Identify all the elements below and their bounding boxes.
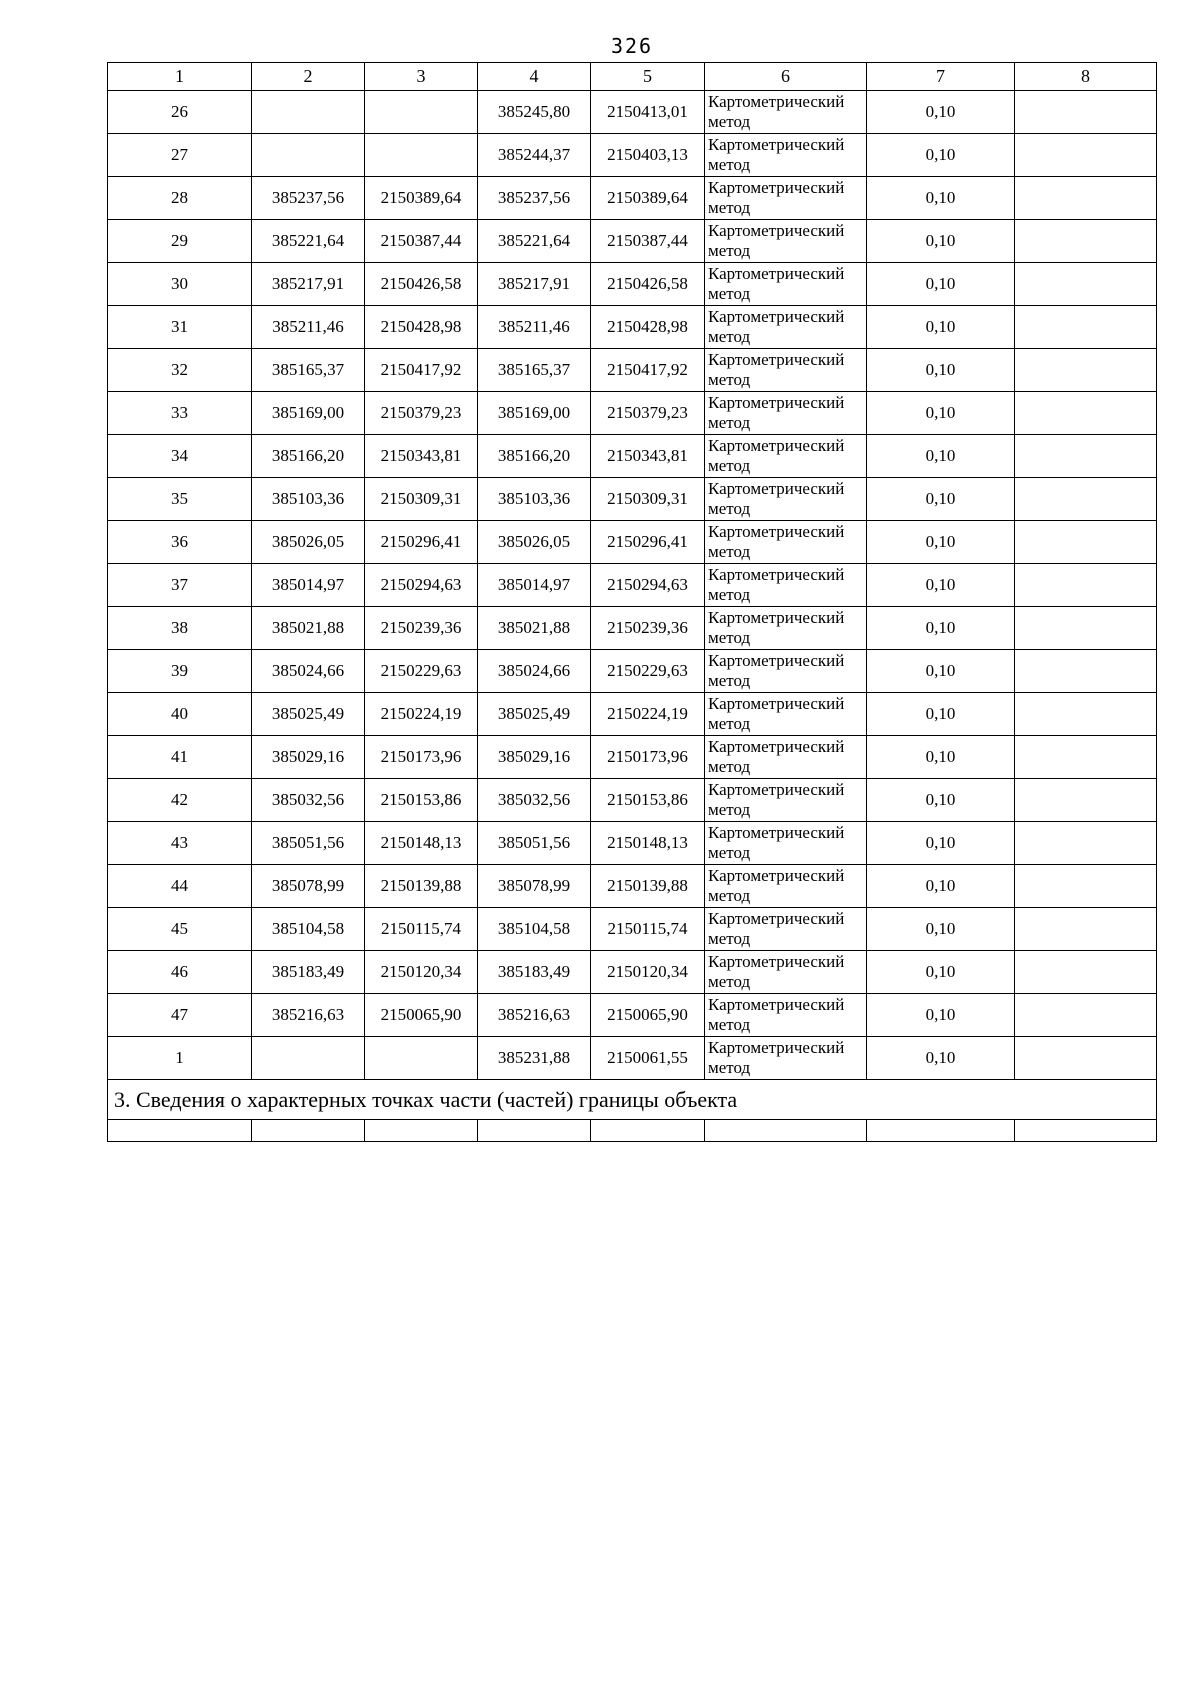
- description-cell: [1015, 908, 1157, 951]
- table-row: [108, 91, 1157, 134]
- table-row: [108, 865, 1157, 908]
- coordinate-cell: 2150387,44: [591, 220, 705, 263]
- description-cell: [1015, 349, 1157, 392]
- method-line-1: Картометрический: [708, 780, 845, 799]
- column-header: 8: [1015, 63, 1157, 91]
- method-line-2: метод: [708, 972, 751, 991]
- description-cell: [1015, 736, 1157, 779]
- accuracy-cell: 0,10: [867, 177, 1015, 220]
- coordinate-cell: 385183,49: [478, 951, 591, 994]
- coordinate-cell: 2150309,31: [365, 478, 478, 521]
- method-line-2: метод: [708, 198, 751, 217]
- coordinate-cell: 2150239,36: [365, 607, 478, 650]
- empty-cell: [252, 1120, 365, 1142]
- empty-cell: [705, 1120, 867, 1142]
- coordinate-cell: 385024,66: [252, 650, 365, 693]
- coordinate-cell: 2150403,13: [591, 134, 705, 177]
- accuracy-cell: 0,10: [867, 779, 1015, 822]
- accuracy-cell: 0,10: [867, 650, 1015, 693]
- coordinate-cell: 2150413,01: [591, 91, 705, 134]
- method-cell: [705, 865, 867, 908]
- description-cell: [1015, 521, 1157, 564]
- point-number-cell: 41: [108, 736, 252, 779]
- coordinate-cell: 2150389,64: [591, 177, 705, 220]
- coordinate-cell: 385014,97: [252, 564, 365, 607]
- accuracy-cell: 0,10: [867, 736, 1015, 779]
- method-cell: [705, 91, 867, 134]
- coordinate-cell: 2150426,58: [365, 263, 478, 306]
- description-cell: [1015, 607, 1157, 650]
- column-header: 3: [365, 63, 478, 91]
- method-line-2: метод: [708, 929, 751, 948]
- description-cell: [1015, 478, 1157, 521]
- table-row: [108, 951, 1157, 994]
- method-cell: [705, 349, 867, 392]
- empty-row: [108, 1120, 1157, 1142]
- accuracy-cell: 0,10: [867, 865, 1015, 908]
- coordinate-cell: 385165,37: [478, 349, 591, 392]
- coordinate-cell: 385165,37: [252, 349, 365, 392]
- description-cell: [1015, 1037, 1157, 1080]
- method-line-2: метод: [708, 413, 751, 432]
- column-header: 2: [252, 63, 365, 91]
- accuracy-cell: 0,10: [867, 91, 1015, 134]
- accuracy-cell: 0,10: [867, 220, 1015, 263]
- description-cell: [1015, 220, 1157, 263]
- coordinate-cell: 385221,64: [252, 220, 365, 263]
- point-number-cell: 31: [108, 306, 252, 349]
- description-cell: [1015, 951, 1157, 994]
- coordinate-cell: 2150343,81: [365, 435, 478, 478]
- method-cell: [705, 392, 867, 435]
- method-line-1: Картометрический: [708, 522, 845, 541]
- coordinate-cell: 2150153,86: [591, 779, 705, 822]
- coordinate-cell: 385032,56: [478, 779, 591, 822]
- table-row: [108, 607, 1157, 650]
- method-line-2: метод: [708, 499, 751, 518]
- coordinate-cell: 385166,20: [478, 435, 591, 478]
- description-cell: [1015, 263, 1157, 306]
- coordinate-cell: 2150120,34: [591, 951, 705, 994]
- method-line-2: метод: [708, 757, 751, 776]
- column-header: 7: [867, 63, 1015, 91]
- description-cell: [1015, 693, 1157, 736]
- method-cell: [705, 650, 867, 693]
- table-row: [108, 220, 1157, 263]
- coordinate-cell: 385029,16: [252, 736, 365, 779]
- column-header: 1: [108, 63, 252, 91]
- description-cell: [1015, 91, 1157, 134]
- accuracy-cell: 0,10: [867, 951, 1015, 994]
- method-cell: [705, 521, 867, 564]
- method-line-1: Картометрический: [708, 350, 845, 369]
- coordinate-cell: 2150428,98: [591, 306, 705, 349]
- accuracy-cell: 0,10: [867, 478, 1015, 521]
- table-row: [108, 349, 1157, 392]
- method-cell: [705, 177, 867, 220]
- coordinate-cell: 385029,16: [478, 736, 591, 779]
- coordinate-cell: 385103,36: [252, 478, 365, 521]
- method-cell: [705, 779, 867, 822]
- method-line-1: Картометрический: [708, 866, 845, 885]
- method-cell: [705, 435, 867, 478]
- method-cell: [705, 478, 867, 521]
- section-title: 3. Сведения о характерных точках части (частей) границы объекта: [108, 1080, 1157, 1120]
- description-cell: [1015, 994, 1157, 1037]
- coordinates-table: [107, 62, 1157, 1142]
- coordinate-cell: 385231,88: [478, 1037, 591, 1080]
- method-line-1: Картометрический: [708, 479, 845, 498]
- coordinate-cell: 2150296,41: [365, 521, 478, 564]
- column-number-header-row: [108, 63, 1157, 91]
- point-number-cell: 40: [108, 693, 252, 736]
- coordinate-cell: [365, 1037, 478, 1080]
- point-number-cell: 1: [108, 1037, 252, 1080]
- table-row: [108, 908, 1157, 951]
- method-line-2: метод: [708, 1015, 751, 1034]
- coordinate-cell: 385244,37: [478, 134, 591, 177]
- method-cell: [705, 736, 867, 779]
- description-cell: [1015, 779, 1157, 822]
- table-row: [108, 521, 1157, 564]
- coordinate-cell: 385032,56: [252, 779, 365, 822]
- method-line-2: метод: [708, 1058, 751, 1077]
- coordinate-cell: 2150379,23: [365, 392, 478, 435]
- coordinate-cell: 2150428,98: [365, 306, 478, 349]
- method-cell: [705, 951, 867, 994]
- method-line-1: Картометрический: [708, 393, 845, 412]
- method-line-1: Картометрический: [708, 694, 845, 713]
- coordinate-cell: [252, 134, 365, 177]
- coordinate-cell: 2150061,55: [591, 1037, 705, 1080]
- table-row: [108, 177, 1157, 220]
- table-row: [108, 650, 1157, 693]
- coordinate-cell: 385216,63: [252, 994, 365, 1037]
- description-cell: [1015, 177, 1157, 220]
- description-cell: [1015, 392, 1157, 435]
- table-row: [108, 779, 1157, 822]
- method-line-2: метод: [708, 327, 751, 346]
- method-line-2: метод: [708, 542, 751, 561]
- coordinate-cell: 2150224,19: [365, 693, 478, 736]
- accuracy-cell: 0,10: [867, 521, 1015, 564]
- coordinate-cell: 2150426,58: [591, 263, 705, 306]
- method-cell: [705, 994, 867, 1037]
- description-cell: [1015, 865, 1157, 908]
- point-number-cell: 30: [108, 263, 252, 306]
- accuracy-cell: 0,10: [867, 607, 1015, 650]
- coordinate-cell: 2150417,92: [365, 349, 478, 392]
- method-line-1: Картометрический: [708, 952, 845, 971]
- coordinate-cell: 2150173,96: [365, 736, 478, 779]
- point-number-cell: 35: [108, 478, 252, 521]
- table-row: [108, 478, 1157, 521]
- coordinate-cell: 385221,64: [478, 220, 591, 263]
- accuracy-cell: 0,10: [867, 822, 1015, 865]
- coordinate-cell: 2150065,90: [365, 994, 478, 1037]
- accuracy-cell: 0,10: [867, 908, 1015, 951]
- coordinate-cell: 2150065,90: [591, 994, 705, 1037]
- table-row: [108, 1037, 1157, 1080]
- method-line-2: метод: [708, 628, 751, 647]
- point-number-cell: 47: [108, 994, 252, 1037]
- coordinate-cell: [252, 1037, 365, 1080]
- column-header: 5: [591, 63, 705, 91]
- coordinate-cell: 385026,05: [478, 521, 591, 564]
- table-row: [108, 822, 1157, 865]
- accuracy-cell: 0,10: [867, 564, 1015, 607]
- coordinate-cell: 2150148,13: [365, 822, 478, 865]
- coordinate-cell: 2150148,13: [591, 822, 705, 865]
- description-cell: [1015, 564, 1157, 607]
- point-number-cell: 37: [108, 564, 252, 607]
- description-cell: [1015, 822, 1157, 865]
- coordinate-cell: 385237,56: [478, 177, 591, 220]
- coordinate-cell: 385169,00: [252, 392, 365, 435]
- point-number-cell: 44: [108, 865, 252, 908]
- point-number-cell: 39: [108, 650, 252, 693]
- method-line-2: метод: [708, 671, 751, 690]
- method-line-1: Картометрический: [708, 92, 845, 111]
- description-cell: [1015, 306, 1157, 349]
- point-number-cell: 28: [108, 177, 252, 220]
- coordinate-cell: 385021,88: [478, 607, 591, 650]
- coordinate-cell: 385078,99: [252, 865, 365, 908]
- coordinate-cell: 2150296,41: [591, 521, 705, 564]
- coordinate-cell: 2150139,88: [591, 865, 705, 908]
- method-line-1: Картометрический: [708, 436, 845, 455]
- method-line-2: метод: [708, 886, 751, 905]
- coordinate-cell: 385217,91: [252, 263, 365, 306]
- method-line-1: Картометрический: [708, 651, 845, 670]
- method-line-2: метод: [708, 241, 751, 260]
- coordinate-cell: 2150224,19: [591, 693, 705, 736]
- coordinate-cell: 2150343,81: [591, 435, 705, 478]
- coordinate-cell: 385237,56: [252, 177, 365, 220]
- point-number-cell: 45: [108, 908, 252, 951]
- coordinate-cell: 2150309,31: [591, 478, 705, 521]
- coordinate-cell: 385245,80: [478, 91, 591, 134]
- point-number-cell: 33: [108, 392, 252, 435]
- table-row: [108, 435, 1157, 478]
- table-row: [108, 392, 1157, 435]
- coordinate-cell: 2150229,63: [365, 650, 478, 693]
- accuracy-cell: 0,10: [867, 349, 1015, 392]
- coordinate-cell: 385025,49: [478, 693, 591, 736]
- method-cell: [705, 564, 867, 607]
- method-line-2: метод: [708, 155, 751, 174]
- coordinate-cell: 2150239,36: [591, 607, 705, 650]
- coordinate-cell: 385216,63: [478, 994, 591, 1037]
- table-row: [108, 134, 1157, 177]
- description-cell: [1015, 435, 1157, 478]
- coordinate-cell: 2150139,88: [365, 865, 478, 908]
- point-number-cell: 38: [108, 607, 252, 650]
- coordinate-cell: 2150115,74: [365, 908, 478, 951]
- table-row: [108, 263, 1157, 306]
- method-line-2: метод: [708, 456, 751, 475]
- coordinate-cell: 385078,99: [478, 865, 591, 908]
- coordinate-cell: 385211,46: [252, 306, 365, 349]
- coordinate-cell: 2150229,63: [591, 650, 705, 693]
- coordinate-cell: 2150120,34: [365, 951, 478, 994]
- empty-cell: [365, 1120, 478, 1142]
- method-line-1: Картометрический: [708, 565, 845, 584]
- coordinate-cell: 2150294,63: [591, 564, 705, 607]
- coordinate-cell: [365, 134, 478, 177]
- column-header: 6: [705, 63, 867, 91]
- method-cell: [705, 693, 867, 736]
- method-line-1: Картометрический: [708, 178, 845, 197]
- method-cell: [705, 306, 867, 349]
- coordinate-cell: 385051,56: [478, 822, 591, 865]
- coordinate-cell: 385026,05: [252, 521, 365, 564]
- coordinate-cell: 2150153,86: [365, 779, 478, 822]
- coordinate-cell: 2150379,23: [591, 392, 705, 435]
- point-number-cell: 43: [108, 822, 252, 865]
- method-line-2: метод: [708, 714, 751, 733]
- point-number-cell: 29: [108, 220, 252, 263]
- method-cell: [705, 822, 867, 865]
- accuracy-cell: 0,10: [867, 1037, 1015, 1080]
- method-cell: [705, 1037, 867, 1080]
- method-line-1: Картометрический: [708, 221, 845, 240]
- method-line-2: метод: [708, 284, 751, 303]
- method-line-1: Картометрический: [708, 737, 845, 756]
- table-row: [108, 564, 1157, 607]
- method-cell: [705, 908, 867, 951]
- accuracy-cell: 0,10: [867, 263, 1015, 306]
- point-number-cell: 36: [108, 521, 252, 564]
- point-number-cell: 34: [108, 435, 252, 478]
- empty-cell: [591, 1120, 705, 1142]
- coordinate-cell: 385024,66: [478, 650, 591, 693]
- point-number-cell: 27: [108, 134, 252, 177]
- table-row: [108, 736, 1157, 779]
- point-number-cell: 42: [108, 779, 252, 822]
- coordinate-cell: 385183,49: [252, 951, 365, 994]
- section-row: [108, 1080, 1157, 1120]
- table-row: [108, 994, 1157, 1037]
- method-line-1: Картометрический: [708, 995, 845, 1014]
- method-cell: [705, 220, 867, 263]
- coordinate-cell: 385104,58: [478, 908, 591, 951]
- page-number: 326: [610, 34, 654, 58]
- method-cell: [705, 263, 867, 306]
- accuracy-cell: 0,10: [867, 392, 1015, 435]
- accuracy-cell: 0,10: [867, 306, 1015, 349]
- description-cell: [1015, 134, 1157, 177]
- coordinate-cell: 385217,91: [478, 263, 591, 306]
- method-line-1: Картометрический: [708, 264, 845, 283]
- method-line-1: Картометрический: [708, 135, 845, 154]
- method-line-2: метод: [708, 800, 751, 819]
- accuracy-cell: 0,10: [867, 435, 1015, 478]
- coordinate-cell: 385169,00: [478, 392, 591, 435]
- coordinate-cell: 385014,97: [478, 564, 591, 607]
- coordinate-cell: 385166,20: [252, 435, 365, 478]
- empty-cell: [867, 1120, 1015, 1142]
- coordinate-cell: [365, 91, 478, 134]
- coordinate-cell: 385103,36: [478, 478, 591, 521]
- point-number-cell: 46: [108, 951, 252, 994]
- accuracy-cell: 0,10: [867, 994, 1015, 1037]
- coordinate-cell: 385104,58: [252, 908, 365, 951]
- accuracy-cell: 0,10: [867, 134, 1015, 177]
- coordinate-cell: 2150389,64: [365, 177, 478, 220]
- coordinate-cell: 2150387,44: [365, 220, 478, 263]
- description-cell: [1015, 650, 1157, 693]
- coordinate-cell: 2150294,63: [365, 564, 478, 607]
- coordinate-cell: 385051,56: [252, 822, 365, 865]
- coordinate-cell: 2150115,74: [591, 908, 705, 951]
- method-line-1: Картометрический: [708, 307, 845, 326]
- method-line-2: метод: [708, 370, 751, 389]
- coordinate-cell: 385025,49: [252, 693, 365, 736]
- method-line-1: Картометрический: [708, 909, 845, 928]
- method-line-2: метод: [708, 112, 751, 131]
- method-line-2: метод: [708, 843, 751, 862]
- empty-cell: [478, 1120, 591, 1142]
- coordinate-cell: 2150173,96: [591, 736, 705, 779]
- method-line-1: Картометрический: [708, 1038, 845, 1057]
- coordinate-cell: [252, 91, 365, 134]
- method-cell: [705, 607, 867, 650]
- method-line-2: метод: [708, 585, 751, 604]
- table-row: [108, 306, 1157, 349]
- point-number-cell: 32: [108, 349, 252, 392]
- coordinate-cell: 2150417,92: [591, 349, 705, 392]
- method-line-1: Картометрический: [708, 823, 845, 842]
- empty-cell: [1015, 1120, 1157, 1142]
- method-line-1: Картометрический: [708, 608, 845, 627]
- column-header: 4: [478, 63, 591, 91]
- point-number-cell: 26: [108, 91, 252, 134]
- empty-cell: [108, 1120, 252, 1142]
- method-cell: [705, 134, 867, 177]
- coordinate-cell: 385211,46: [478, 306, 591, 349]
- table-row: [108, 693, 1157, 736]
- accuracy-cell: 0,10: [867, 693, 1015, 736]
- coordinate-cell: 385021,88: [252, 607, 365, 650]
